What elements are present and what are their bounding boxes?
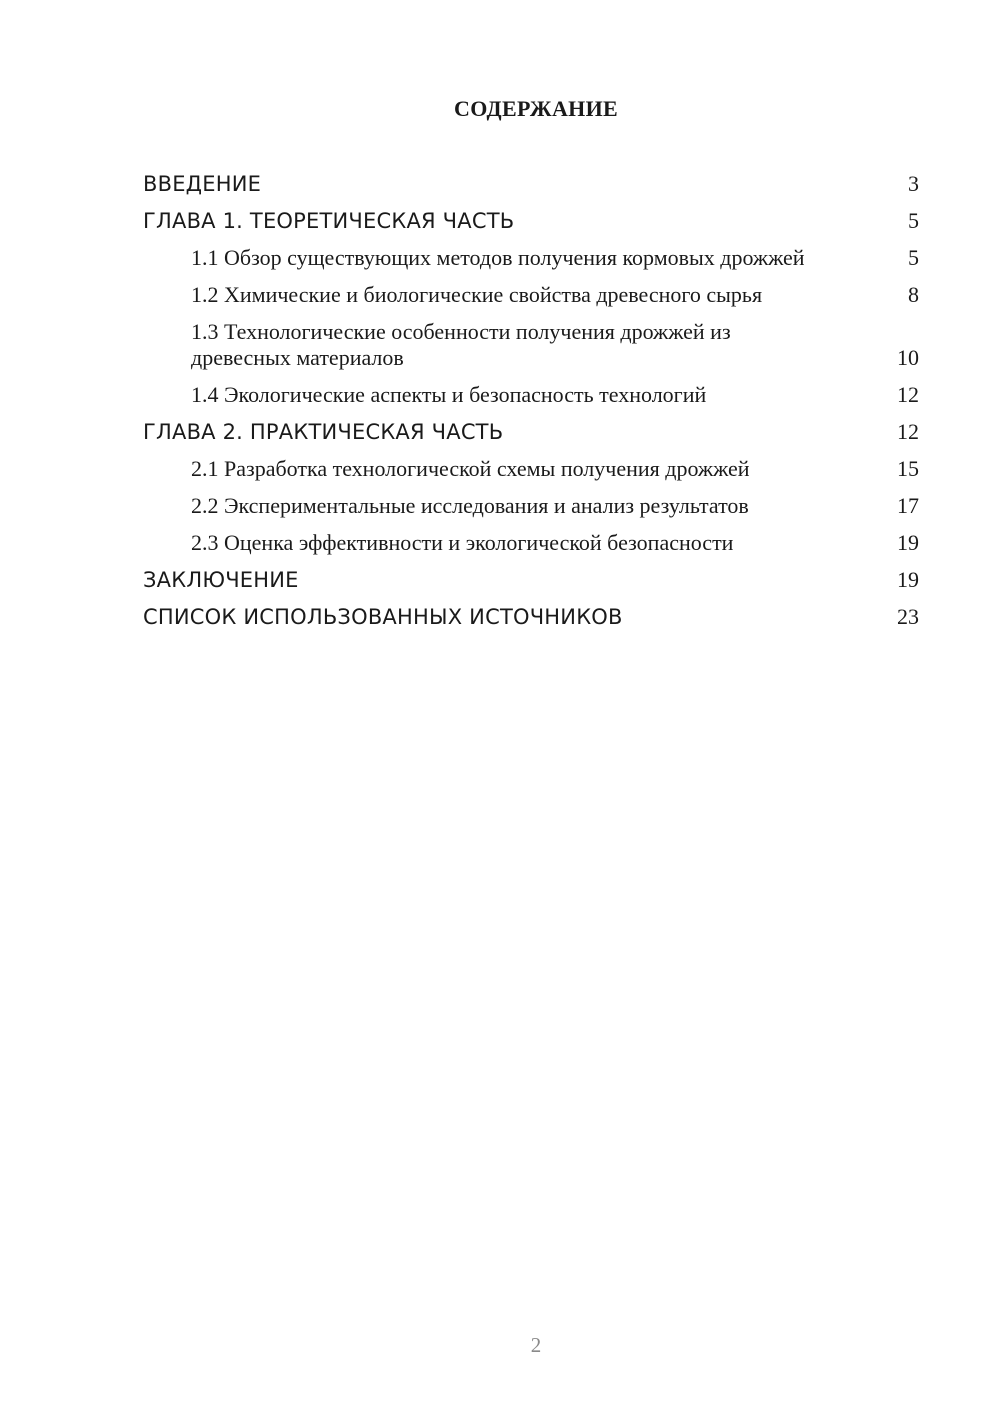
- toc-entry-page: 19: [897, 530, 919, 555]
- toc-entry-text: 1.1 Обзор существующих методов получения кормовых дрожжей: [191, 245, 805, 270]
- toc-entry-text: СПИСОК ИСПОЛЬЗОВАННЫХ ИСТОЧНИКОВ: [143, 605, 623, 629]
- toc-entry-references[interactable]: [143, 604, 919, 630]
- toc-entry-text: ГЛАВА 1. ТЕОРЕТИЧЕСКАЯ ЧАСТЬ: [143, 209, 515, 233]
- page-number: 2: [530, 1333, 542, 1357]
- toc-entry-page: 5: [908, 208, 919, 233]
- toc-entry-section-1-3[interactable]: [143, 319, 919, 371]
- toc-entry-section-2-3[interactable]: [143, 530, 919, 556]
- toc-entry-page: 12: [897, 419, 919, 444]
- toc-entry-text: ЗАКЛЮЧЕНИЕ: [143, 568, 299, 592]
- toc-entry-text: 1.3 Технологические особенности получения дрожжей из древесных материалов: [191, 319, 731, 370]
- toc-entry-introduction[interactable]: [143, 171, 919, 197]
- toc-entry-chapter-1[interactable]: [143, 208, 919, 234]
- toc-entry-page: 10: [897, 345, 919, 370]
- toc-entry-page: 19: [897, 567, 919, 592]
- toc-entry-chapter-2[interactable]: [143, 419, 919, 445]
- toc-entry-page: 15: [897, 456, 919, 481]
- toc-entry-section-2-1[interactable]: [143, 456, 919, 482]
- toc-entry-text: ГЛАВА 2. ПРАКТИЧЕСКАЯ ЧАСТЬ: [143, 420, 504, 444]
- toc-entry-section-1-1[interactable]: [143, 245, 919, 271]
- toc-entry-section-2-2[interactable]: [143, 493, 919, 519]
- toc-entry-conclusion[interactable]: [143, 567, 919, 593]
- table-of-contents: [143, 171, 919, 641]
- toc-entry-page: 5: [908, 245, 919, 270]
- toc-entry-text: 2.1 Разработка технологической схемы получения дрожжей: [191, 456, 750, 481]
- toc-entry-page: 12: [897, 382, 919, 407]
- toc-entry-text: 1.2 Химические и биологические свойства древесного сырья: [191, 282, 763, 307]
- toc-entry-page: 23: [897, 604, 919, 629]
- toc-entry-section-1-2[interactable]: [143, 282, 919, 308]
- toc-entry-page: 3: [908, 171, 919, 196]
- toc-entry-text: 2.3 Оценка эффективности и экологической безопасности: [191, 530, 734, 555]
- toc-entry-page: 8: [908, 282, 919, 307]
- toc-entry-page: 17: [897, 493, 919, 518]
- toc-entry-text: 2.2 Экспериментальные исследования и анализ результатов: [191, 493, 749, 518]
- page-title: СОДЕРЖАНИЕ: [454, 96, 618, 121]
- toc-entry-text: 1.4 Экологические аспекты и безопасность технологий: [191, 382, 707, 407]
- toc-entry-text: ВВЕДЕНИЕ: [143, 172, 262, 196]
- toc-entry-section-1-4[interactable]: [143, 382, 919, 408]
